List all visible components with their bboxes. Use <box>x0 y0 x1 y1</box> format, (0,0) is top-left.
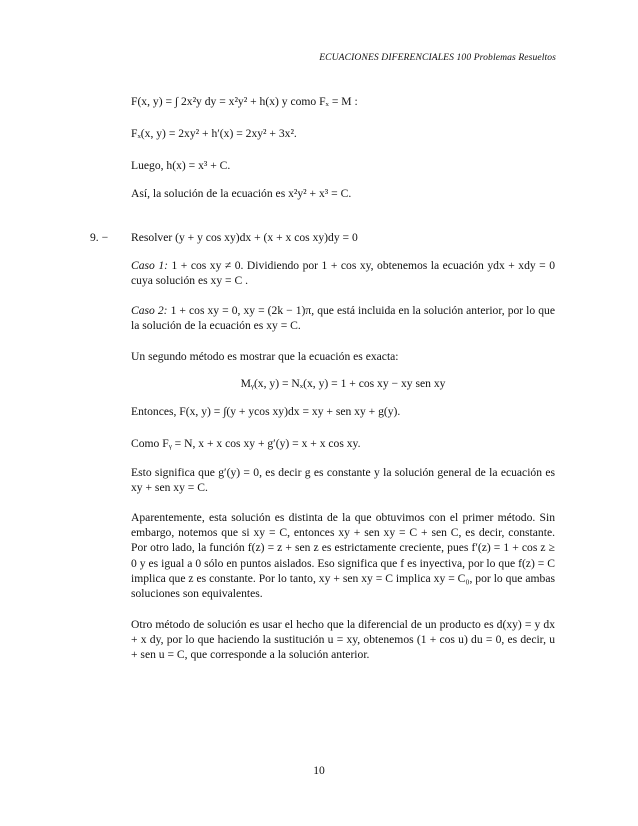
aparentemente-paragraph: Aparentemente, esta solución es distinta de la que obtuvimos con el primer método. Sin embargo, notemos que si xy = C, entonces xy + sen xy = C + sen C, es decir, constante. Por otro lado, la función f(z) = z + sen z es estrictamente creciente, pues f′(z) = 1 + cos z ≥ 0 y es igual a 0 sólo en puntos aislados. Eso significa que f es inyectiva, por lo que f(z) = C implica que z es constante. Por lo tanto, xy + sen xy = C implica xy = C₀, por lo que ambas soluciones son equivalentes. <box>131 511 555 601</box>
running-header: ECUACIONES DIFERENCIALES 100 Problemas Resueltos <box>319 52 556 63</box>
caso-2-paragraph <box>131 303 555 333</box>
entonces-line: Entonces, F(x, y) = ∫(y + ycos xy)dx = xy + sen xy + g(y). <box>131 405 401 418</box>
derivation-line-3: Luego, h(x) = x³ + C. <box>131 159 231 172</box>
caso-2-text: 1 + cos xy = 0, xy = (2k − 1)π, que está incluida en la solución anterior, por lo que la solución de la ecuación es xy = C. <box>131 304 555 333</box>
problem-number: 9. − <box>90 231 109 244</box>
caso-1-label: Caso 1: <box>131 259 168 272</box>
derivation-line-4: Así, la solución de la ecuación es x²y² + x³ = C. <box>131 187 352 200</box>
caso-2-label: Caso 2: <box>131 304 168 317</box>
derivation-line-2: Fₓ(x, y) = 2xy² + h′(x) = 2xy² + 3x². <box>131 127 297 140</box>
exact-equation: Mᵧ(x, y) = Nₓ(x, y) = 1 + cos xy − xy sen xy <box>240 377 446 390</box>
derivation-line-1: F(x, y) = ∫ 2x²y dy = x²y² + h(x) y como Fₓ = M : <box>131 95 358 108</box>
page-number: 10 <box>313 764 325 777</box>
caso-1-paragraph <box>131 258 555 288</box>
esto-paragraph: Esto significa que g′(y) = 0, es decir g es constante y la solución general de la ecuación es xy + sen xy = C. <box>131 466 555 495</box>
segundo-metodo-line: Un segundo método es mostrar que la ecuación es exacta: <box>131 350 399 363</box>
caso-1-text: 1 + cos xy ≠ 0. Dividiendo por 1 + cos xy, obtenemos la ecuación ydx + xdy = 0 cuya solución es xy = C . <box>131 259 555 288</box>
como-line: Como Fᵧ = N, x + x cos xy + g′(y) = x + x cos xy. <box>131 437 361 450</box>
otro-metodo-paragraph: Otro método de solución es usar el hecho que la diferencial de un producto es d(xy) = y dx + x dy, por lo que haciendo la sustitución u = xy, obtenemos (1 + cos u) du = 0, es decir, u + sen u = C, que corresponde a la solución anterior. <box>131 618 555 662</box>
problem-statement: Resolver (y + y cos xy)dx + (x + x cos xy)dy = 0 <box>131 231 358 244</box>
